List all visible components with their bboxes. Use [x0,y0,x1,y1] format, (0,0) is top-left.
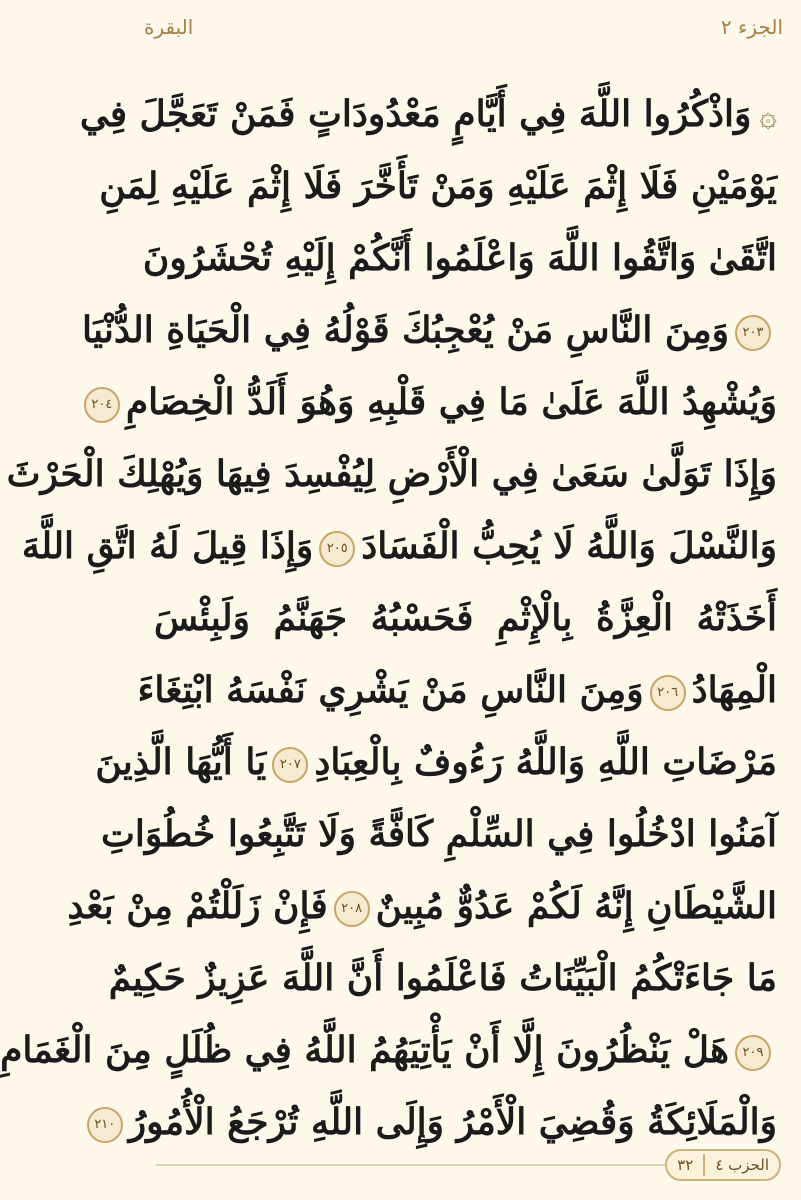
text-line [82,294,777,366]
line-text: أَخَذَتْهُ الْعِزَّةُ بِالْإِثْمِ فَحَسْبُهُ جَهَنَّمُ وَلَبِئْسَ [154,597,777,639]
line-text: وَالنَّسْلَ وَاللَّهُ لَا يُحِبُّ الْفَسَادَ [361,525,777,567]
line-text: مَرْضَاتِ اللَّهِ وَاللَّهُ رَءُوفٌ بِالْعِبَادِ [314,741,777,783]
ayah-number-marker: ٢٠٩ [735,1035,771,1071]
line-text: اتَّقَىٰ وَاتَّقُوا اللَّهَ وَاعْلَمُوا أَنَّكُمْ إِلَيْهِ تُحْشَرُونَ [142,237,777,279]
line-text: آمَنُوا ادْخُلُوا فِي السِّلْمِ كَافَّةً وَلَا تَتَّبِعُوا خُطُوَاتِ [101,813,777,855]
text-line [6,438,777,510]
page-footer [146,1148,781,1182]
rub-hizb-marker: ۞ [759,99,777,134]
line-text: الْمِهَادُ [691,669,777,711]
ayah-number-marker: ٢٠٤ [84,387,120,423]
text-line [67,870,777,942]
line-text: وَالْمَلَائِكَةُ وَقُضِيَ الْأَمْرُ وَإِلَى اللَّهِ تُرْجَعُ الْأُمُورُ [128,1101,777,1143]
line-text: يَا أَيُّهَا الَّذِينَ [95,741,267,783]
line-text: وَإِذَا تَوَلَّىٰ سَعَىٰ فِي الْأَرْضِ لِيُفْسِدَ فِيهَا وَيُهْلِكَ الْحَرْثَ [6,453,777,495]
line-text: وَاذْكُرُوا اللَّهَ فِي أَيَّامٍ مَعْدُودَاتٍ فَمَنْ تَعَجَّلَ فِي [79,93,752,135]
footer-info-frame [665,1149,781,1181]
header-right [721,14,783,40]
footer-rule [156,1164,665,1166]
ayah-number-marker: ٢٠٧ [272,747,308,783]
page-header [144,14,783,54]
mushaf-text [0,78,777,1158]
text-line [91,366,777,438]
ayah-number-marker: ٢٠٨ [334,891,370,927]
text-line [137,654,777,726]
line-text: وَيُشْهِدُ اللَّهَ عَلَىٰ مَا فِي قَلْبِهِ وَهُوَ أَلَدُّ الْخِصَامِ [125,381,777,423]
line-text: فَإِنْ زَلَلْتُمْ مِنْ بَعْدِ [67,885,328,927]
text-line [101,798,777,870]
text-line [154,582,777,654]
text-line [0,1014,777,1086]
ayah-number-marker: ٢٠٦ [650,675,686,711]
text-line [108,942,777,1014]
page-number: ٣٢ [677,1156,694,1174]
text-line [99,150,777,222]
line-text: يَوْمَيْنِ فَلَا إِثْمَ عَلَيْهِ وَمَنْ تَأَخَّرَ فَلَا إِثْمَ عَلَيْهِ لِمَنِ [99,165,777,207]
ayah-number-marker: ٢٠٣ [735,315,771,351]
text-line [79,78,777,150]
line-text: وَمِنَ النَّاسِ مَنْ يَشْرِي نَفْسَهُ ابْتِغَاءَ [137,669,644,711]
surah-name: البقرة [144,15,194,39]
hizb-label: الحزب ٤ [715,1156,769,1174]
line-text: وَمِنَ النَّاسِ مَنْ يُعْجِبُكَ قَوْلُهُ فِي الْحَيَاةِ الدُّنْيَا [82,309,729,351]
header-left [144,14,193,40]
text-line [21,510,777,582]
line-text: مَا جَاءَتْكُمُ الْبَيِّنَاتُ فَاعْلَمُوا أَنَّ اللَّهَ عَزِيزٌ حَكِيمٌ [108,957,777,999]
text-line [95,726,777,798]
line-text: وَإِذَا قِيلَ لَهُ اتَّقِ اللَّهَ [21,525,314,567]
text-line [142,222,777,294]
ayah-number-marker: ٢١٠ [87,1107,123,1143]
line-text: الشَّيْطَانِ إِنَّهُ لَكُمْ عَدُوٌّ مُبِينٌ [375,885,777,927]
footer-divider [703,1154,705,1176]
ayah-number-marker: ٢٠٥ [319,531,355,567]
juz-label: الجزء ٢ [720,15,783,39]
line-text: هَلْ يَنْظُرُونَ إِلَّا أَنْ يَأْتِيَهُمُ اللَّهُ فِي ظُلَلٍ مِنَ الْغَمَامِ [0,1029,729,1071]
